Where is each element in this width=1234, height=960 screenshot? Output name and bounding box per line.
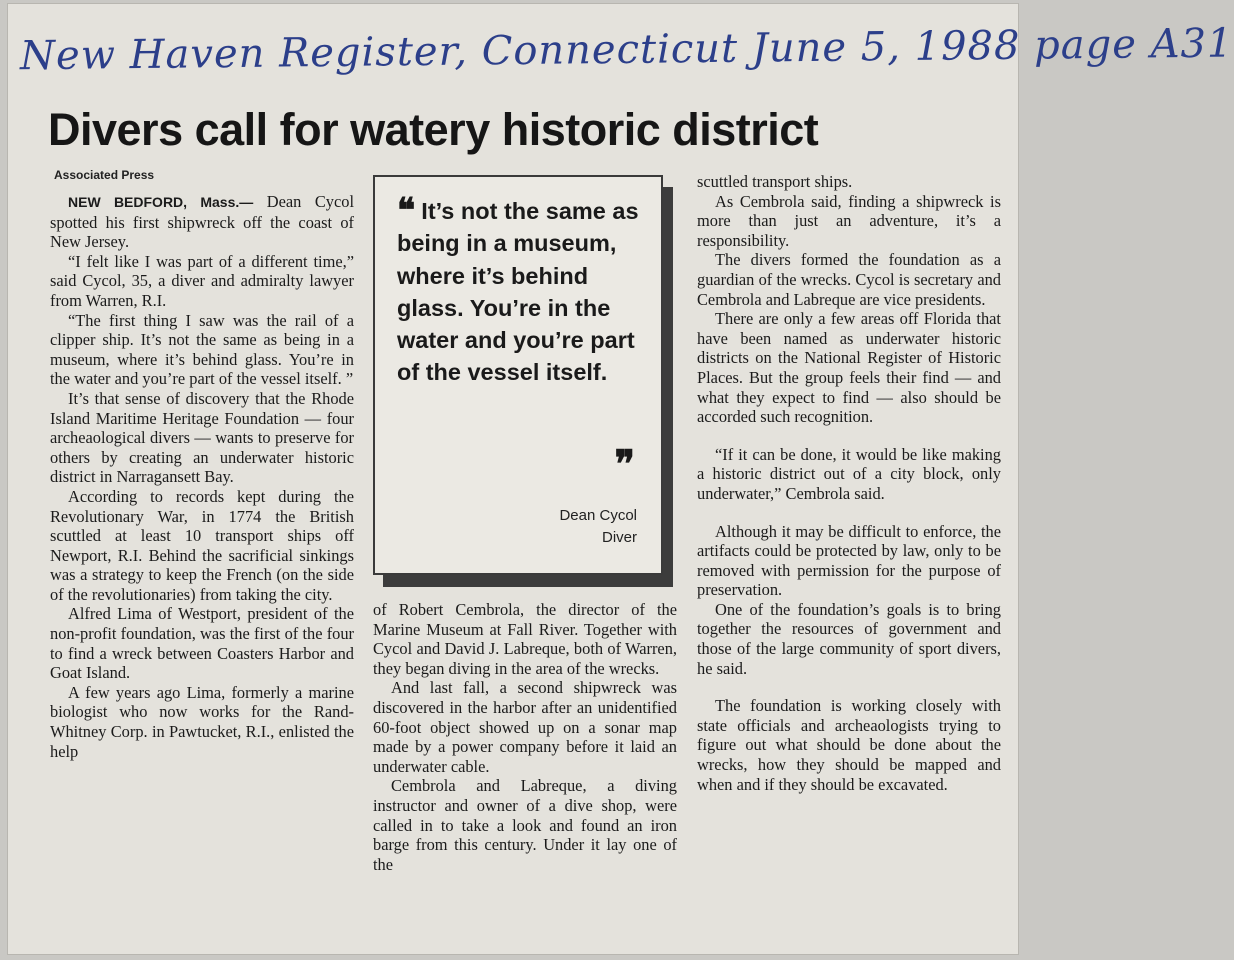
paragraph-text: Dean Cycol spotted his first shipwreck off the coast of New Jersey. — [50, 192, 354, 252]
headline: Divers call for watery historic district — [48, 104, 819, 155]
paragraph: of Robert Cembrola, the director of the Marine Museum at Fall River. Together with Cycol and David J. Labreque, both of Warren, they began diving in the area of the wrecks. — [373, 600, 677, 678]
pull-quote-text — [397, 191, 647, 389]
pull-quote-body: It’s not the same as being in a museum, where it’s behind glass. You’re in the water and you’re part of the vessel itself. — [397, 198, 639, 386]
article-column-3 — [697, 172, 1001, 794]
paragraph: It’s that sense of discovery that the Rhode Island Maritime Heritage Foundation — four archeaological divers — wants to preserve for others by creating an underwater historic district in Narragansett Bay. — [50, 388, 354, 487]
paragraph: “If it can be done, it would be like making a historic district out of a city block, only underwater,” Cembrola said. — [697, 444, 1001, 503]
open-quote-icon: ❝ — [397, 191, 416, 231]
paragraph: “I felt like I was part of a different time,” said Cycol, 35, a diver and admiralty lawyer from Warren, R.I. — [50, 251, 354, 310]
close-quote-icon: ❞ — [614, 441, 635, 486]
paragraph: Cembrola and Labreque, a diving instructor and owner of a dive shop, were called in to take a look and found an iron barge from this century. Under it lay one of the — [373, 776, 677, 874]
paragraph: The foundation is working closely with state officials and archeaologists trying to figure out what should be done about the wrecks, how they should be mapped and when and if they should be excavated. — [697, 696, 1001, 794]
paragraph: As Cembrola said, finding a shipwreck is more than just an adventure, it’s a responsibility. — [697, 191, 1001, 250]
paragraph: One of the foundation’s goals is to bring together the resources of government and those of the large community of sport divers, he said. — [697, 599, 1001, 678]
dateline: NEW BEDFORD, Mass.— — [68, 194, 254, 210]
paragraph: Although it may be difficult to enforce, the artifacts could be protected by law, only to be removed with permission for the purpose of preservation. — [697, 521, 1001, 600]
article-column-2 — [373, 600, 677, 874]
paragraph: The divers formed the foundation as a guardian of the wrecks. Cycol is secretary and Cembrola and Labreque are vice presidents. — [697, 250, 1001, 309]
paragraph — [50, 192, 354, 252]
paragraph: Alfred Lima of Westport, president of the non-profit foundation, was the first of the four to find a wreck between Coasters Harbor and Goat Island. — [50, 604, 354, 683]
paragraph: And last fall, a second shipwreck was discovered in the harbor after an unidentified 60-foot object showed up on a sonar map made by a power company before it laid an underwater cable. — [373, 678, 677, 776]
pull-quote-box — [373, 175, 663, 575]
paragraph: scuttled transport ships. — [697, 172, 853, 191]
pull-quote-attribution — [559, 505, 637, 549]
attribution-title: Diver — [601, 529, 637, 546]
paragraph: “The first thing I saw was the rail of a clipper ship. It’s not the same as being in a museum, where it’s behind glass. You’re in the water and you’re part of the vessel itself. ” — [50, 310, 354, 389]
byline: Associated Press — [54, 168, 155, 182]
article-column-1 — [50, 192, 354, 761]
attribution-name: Dean Cycol — [559, 507, 637, 524]
paragraph: There are only a few areas off Florida that have been named as underwater historic districts on the National Register of Historic Places. But the group feels their find — and what they expect to find — also should be accorded such recognition. — [697, 309, 1001, 427]
handwritten-source-note: New Haven Register, Connecticut June 5, 1988 page A31 — [19, 20, 1234, 80]
paragraph: A few years ago Lima, formerly a marine biologist who now works for the Rand-Whitney Corp. in Pawtucket, R.I., enlisted the help — [50, 682, 354, 761]
paragraph: According to records kept during the Revolutionary War, in 1774 the British scuttled at least 10 transport ships off Newport, R.I. Behind the sacrificial sinkings was a strategy to keep the French (on the side of the revolutionaries) from taking the city. — [50, 486, 354, 604]
